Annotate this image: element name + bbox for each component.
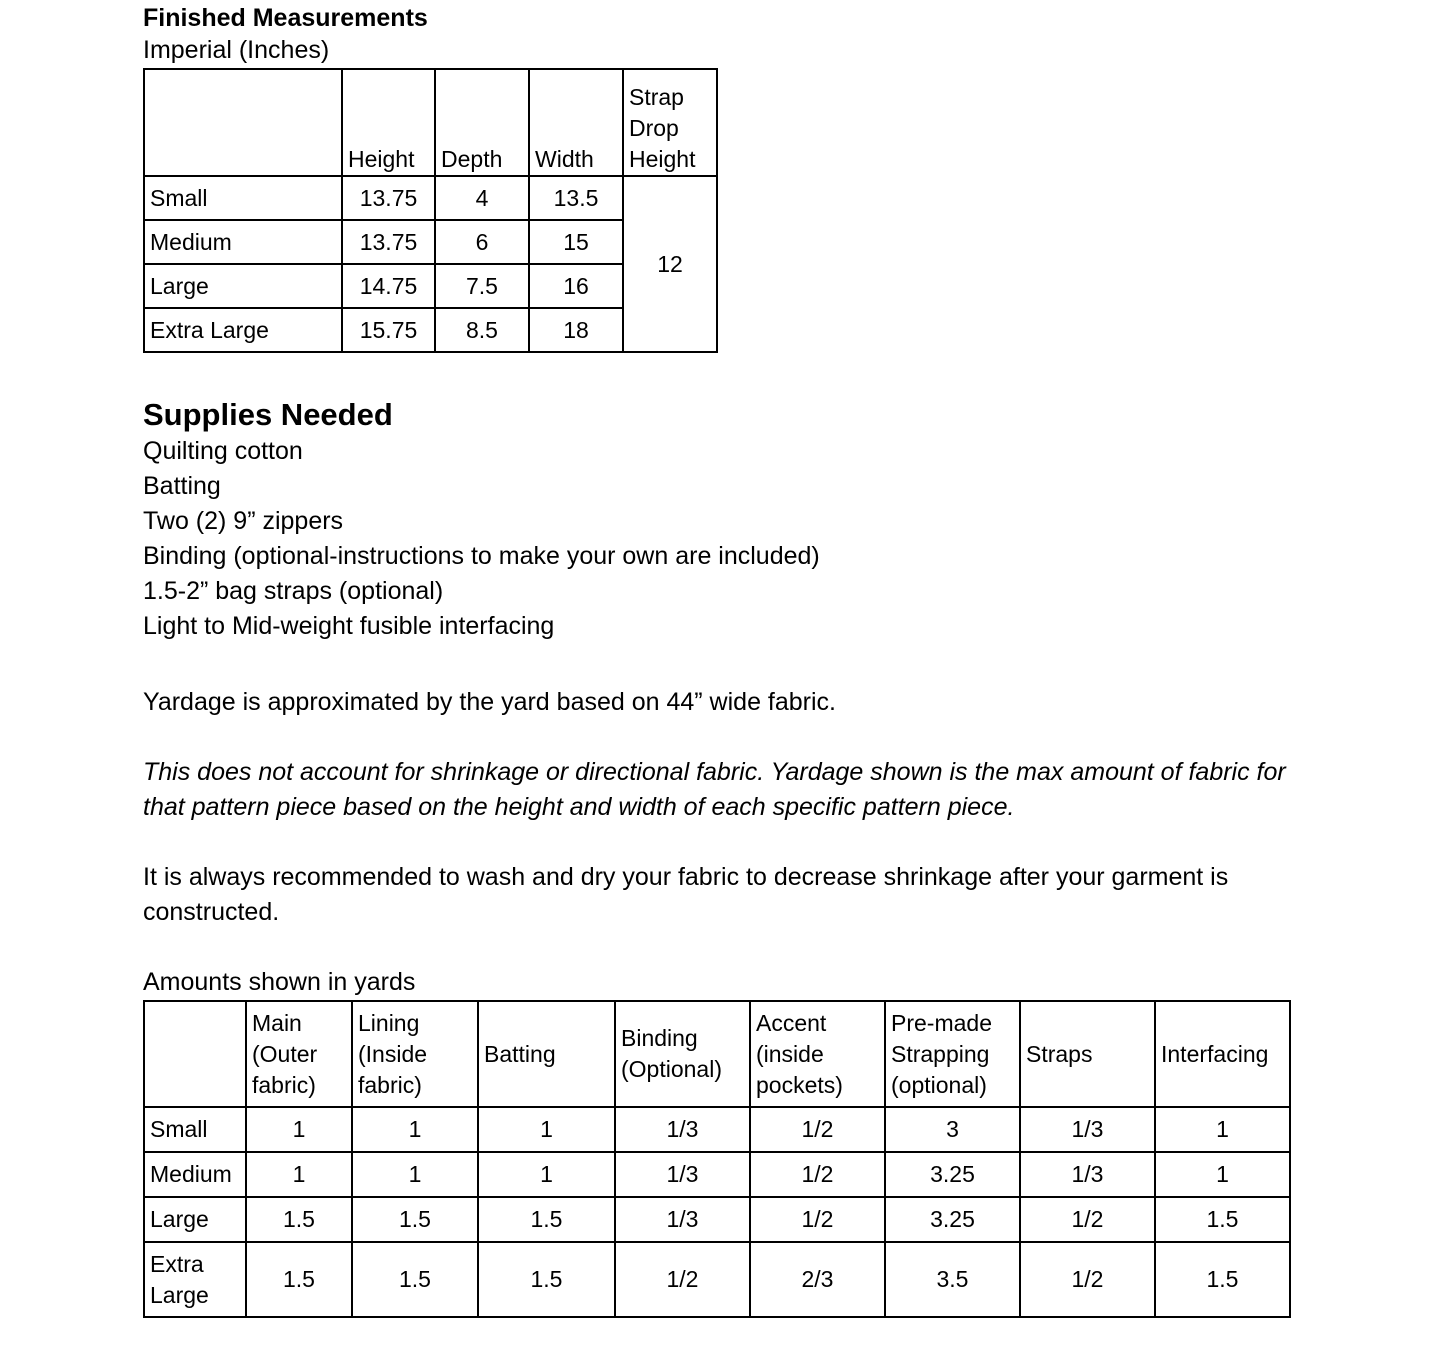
depth-value: 8.5 [435, 308, 529, 352]
header-empty [144, 69, 342, 176]
yardage-value: 1/3 [615, 1197, 750, 1242]
header-interfacing: Interfacing [1155, 1001, 1290, 1107]
yardage-value: 2/3 [750, 1242, 885, 1317]
supplies-list [143, 434, 1323, 644]
yardage-value: 1.5 [478, 1242, 615, 1317]
table-row [144, 1242, 1290, 1317]
shrinkage-disclaimer: This does not account for shrinkage or directional fabric. Yardage shown is the max amount of fabric for that pattern piece based on the height and width of each specific pattern piece. [143, 758, 1286, 821]
list-item: Two (2) 9” zippers [143, 507, 344, 535]
list-item: 1.5-2” bag straps (optional) [143, 577, 444, 605]
width-value: 18 [529, 308, 623, 352]
header-lining: Lining (Inside fabric) [352, 1001, 478, 1107]
yardage-value: 3 [885, 1107, 1020, 1152]
size-label: Extra Large [144, 1242, 246, 1317]
header-width: Width [529, 69, 623, 176]
width-value: 16 [529, 264, 623, 308]
yardage-value: 1/2 [1020, 1197, 1155, 1242]
strap-drop-value: 12 [623, 176, 717, 352]
yardage-value: 1.5 [478, 1197, 615, 1242]
width-value: 13.5 [529, 176, 623, 220]
yardage-value: 1/2 [750, 1152, 885, 1197]
yardage-value: 1/3 [615, 1152, 750, 1197]
measurements-unit-label: Imperial (Inches) [143, 36, 330, 64]
header-pre-made-strapping: Pre-made Strapping (optional) [885, 1001, 1020, 1107]
size-label: Extra Large [144, 308, 342, 352]
table-row [144, 1107, 1290, 1152]
yardage-value: 3.5 [885, 1242, 1020, 1317]
yardage-note: Yardage is approximated by the yard based on 44” wide fabric. [143, 688, 836, 716]
yardage-value: 1.5 [352, 1242, 478, 1317]
table-row [144, 176, 717, 220]
yardage-value: 1/2 [750, 1197, 885, 1242]
yardage-value: 1 [1155, 1152, 1290, 1197]
header-main: Main (Outer fabric) [246, 1001, 352, 1107]
size-label: Small [144, 1107, 246, 1152]
header-height: Height [342, 69, 435, 176]
yardage-value: 1 [1155, 1107, 1290, 1152]
supplies-heading: Supplies Needed [143, 397, 393, 432]
yardage-value: 1 [246, 1107, 352, 1152]
yardage-value: 1/2 [750, 1107, 885, 1152]
size-label: Large [144, 264, 342, 308]
yardage-value: 3.25 [885, 1197, 1020, 1242]
height-value: 14.75 [342, 264, 435, 308]
measurements-header-row [144, 69, 717, 176]
yardage-value: 1.5 [246, 1242, 352, 1317]
table-row [144, 1197, 1290, 1242]
yardage-value: 1.5 [1155, 1197, 1290, 1242]
list-item: Quilting cotton [143, 437, 303, 465]
wash-recommendation: It is always recommended to wash and dry your fabric to decrease shrinkage after your garment is constructed. [143, 863, 1229, 926]
yardage-header-row [144, 1001, 1290, 1107]
yardage-value: 1/3 [615, 1107, 750, 1152]
yardage-value: 1/2 [615, 1242, 750, 1317]
yardage-value: 1 [352, 1152, 478, 1197]
header-strap-drop-height: Strap Drop Height [623, 69, 717, 176]
measurements-table [143, 68, 718, 353]
finished-measurements-heading: Finished Measurements [143, 4, 428, 32]
header-depth: Depth [435, 69, 529, 176]
yardage-value: 1 [352, 1107, 478, 1152]
yardage-value: 1/2 [1020, 1242, 1155, 1317]
size-label: Medium [144, 1152, 246, 1197]
list-item: Light to Mid-weight fusible interfacing [143, 612, 555, 640]
width-value: 15 [529, 220, 623, 264]
header-binding: Binding (Optional) [615, 1001, 750, 1107]
yardage-value: 1/3 [1020, 1107, 1155, 1152]
height-value: 15.75 [342, 308, 435, 352]
size-label: Small [144, 176, 342, 220]
yardage-value: 1 [478, 1152, 615, 1197]
yardage-value: 1.5 [1155, 1242, 1290, 1317]
height-value: 13.75 [342, 220, 435, 264]
header-straps: Straps [1020, 1001, 1155, 1107]
yardage-table [143, 1000, 1291, 1318]
header-accent: Accent (inside pockets) [750, 1001, 885, 1107]
yardage-value: 1 [478, 1107, 615, 1152]
yardage-value: 1 [246, 1152, 352, 1197]
depth-value: 7.5 [435, 264, 529, 308]
amounts-unit-label: Amounts shown in yards [143, 968, 416, 996]
yardage-value: 3.25 [885, 1152, 1020, 1197]
height-value: 13.75 [342, 176, 435, 220]
header-batting: Batting [478, 1001, 615, 1107]
header-empty [144, 1001, 246, 1107]
depth-value: 4 [435, 176, 529, 220]
yardage-value: 1.5 [246, 1197, 352, 1242]
yardage-value: 1/3 [1020, 1152, 1155, 1197]
list-item: Binding (optional-instructions to make your own are included) [143, 542, 820, 570]
size-label: Large [144, 1197, 246, 1242]
depth-value: 6 [435, 220, 529, 264]
yardage-value: 1.5 [352, 1197, 478, 1242]
list-item: Batting [143, 472, 221, 500]
document [143, 0, 1323, 1318]
size-label: Medium [144, 220, 342, 264]
table-row [144, 1152, 1290, 1197]
